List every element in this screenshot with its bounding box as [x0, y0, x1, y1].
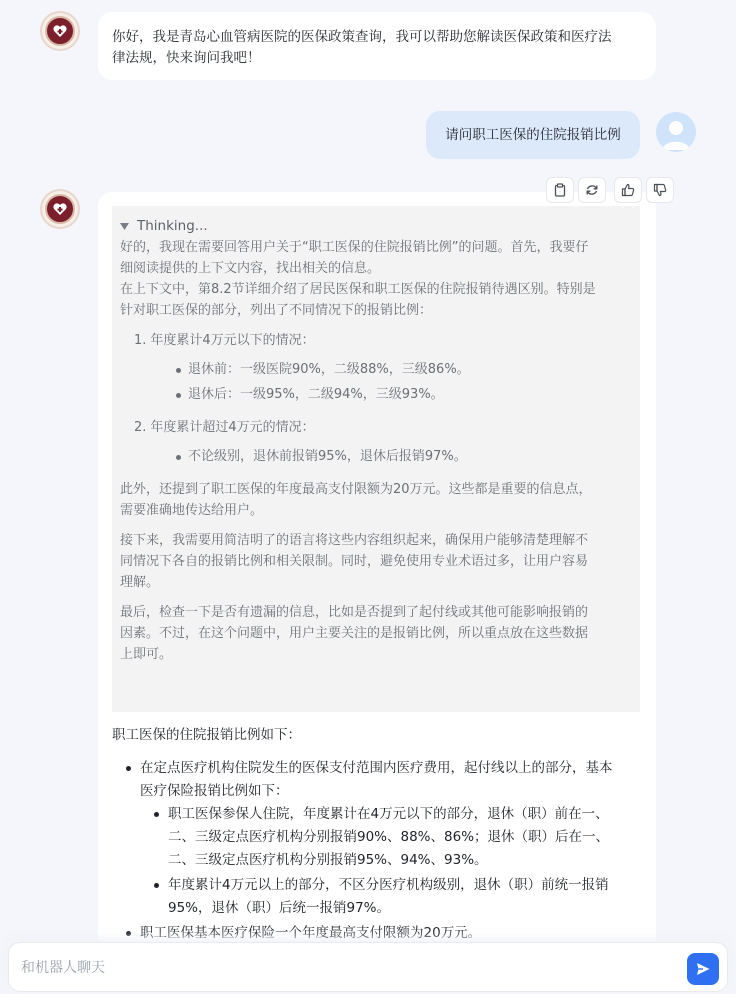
- thinking-text: 细阅读提供的上下文内容，找出相关的信息。: [120, 261, 381, 276]
- answer-text: 职工医保基本医疗保险一个年度最高支付限额为20万元。: [140, 925, 482, 941]
- thinking-paragraph: [120, 237, 632, 321]
- thumbs-up-icon: [621, 183, 635, 197]
- thinking-cases-list: [134, 330, 632, 467]
- hospital-logo-icon: [45, 194, 75, 224]
- answer-text: 95%，退休（职）后统一报销97%。: [168, 900, 391, 916]
- bot-answer-card: [98, 192, 656, 952]
- chat-input-bar: [8, 942, 728, 992]
- list-item: 退休后：一级95%，二级94%，三级93%。: [176, 384, 632, 405]
- answer-body: [112, 724, 642, 947]
- copy-button[interactable]: [546, 177, 574, 203]
- list-item: 退休前：一级医院90%，二级88%，三级86%。: [176, 359, 632, 380]
- answer-list: [126, 757, 642, 945]
- thinking-panel: [112, 206, 640, 712]
- answer-text: 二、三级定点医疗机构分别报销95%、94%、93%。: [168, 852, 488, 868]
- list-item: [154, 803, 642, 872]
- bot-greeting-bubble: [98, 12, 656, 80]
- like-button[interactable]: [614, 177, 642, 203]
- triangle-down-icon: [120, 223, 129, 231]
- thinking-paragraph: [120, 479, 632, 521]
- answer-intro: 职工医保的住院报销比例如下：: [112, 727, 301, 743]
- list-item: 不论级别，退休前报销95%，退休后报销97%。: [176, 446, 632, 467]
- greeting-line: 你好，我是青岛心血管病医院的医保政策查询，我可以帮助您解读医保政策和医疗法: [112, 29, 612, 45]
- thinking-text: 同情况下各自的报销比例和相关限制。同时，避免使用专业术语过多，让用户容易: [120, 554, 589, 569]
- bot-avatar: [40, 11, 80, 51]
- user-message-bubble: 请问职工医保的住院报销比例: [426, 111, 640, 159]
- answer-text: 在定点医疗机构住院发生的医保支付范围内医疗费用，起付线以上的部分，基本: [140, 760, 613, 776]
- thinking-text: 在上下文中，第8.2节详细介绍了居民医保和职工医保的住院报销待遇区别。特别是: [120, 282, 596, 297]
- answer-text: 年度累计4万元以上的部分，不区分医疗机构级别，退休（职）前统一报销: [168, 877, 609, 893]
- list-item: 2. 年度累计超过4万元的情况： 不论级别，退休前报销95%，退休后报销97%。: [134, 417, 632, 467]
- thinking-paragraph: [120, 530, 632, 593]
- thinking-text: 最后，检查一下是否有遗漏的信息，比如是否提到了起付线或其他可能影响报销的: [120, 605, 589, 620]
- thinking-paragraph: [120, 602, 632, 665]
- chat-input[interactable]: [21, 953, 661, 983]
- thinking-header: Thinking...: [137, 218, 208, 234]
- thinking-text: 上即可。: [120, 647, 173, 662]
- feedback-actions: [614, 177, 674, 203]
- list-item: [126, 757, 642, 920]
- thinking-text: 因素。不过，在这个问题中，用户主要关注的是报销比例，所以重点放在这些数据: [120, 626, 589, 641]
- bot-avatar: [40, 189, 80, 229]
- hospital-logo-icon: [45, 16, 75, 46]
- message-actions: [546, 177, 606, 203]
- thinking-text: 接下来，我需要用简洁明了的语言将这些内容组织起来，确保用户能够清楚理解不: [120, 533, 589, 548]
- list-item: [154, 874, 642, 920]
- thinking-text: 需要准确地传达给用户。: [120, 503, 264, 518]
- regenerate-button[interactable]: [578, 177, 606, 203]
- list-item: 1. 年度累计4万元以下的情况： 退休前：一级医院90%，二级88%，三级86%。 退休后：一级95%，二级94%，三级93%。: [134, 330, 632, 405]
- greeting-line: 律法规，快来询问我吧！: [112, 50, 261, 66]
- thinking-text: 好的，我现在需要回答用户关于“职工医保的住院报销比例”的问题。首先，我要仔: [120, 240, 589, 255]
- answer-text: 医疗保险报销比例如下：: [140, 783, 289, 799]
- send-button[interactable]: [687, 953, 719, 985]
- case-title: 年度累计超过4万元的情况：: [150, 420, 315, 435]
- thumbs-down-icon: [653, 183, 667, 197]
- refresh-icon: [585, 183, 599, 197]
- thinking-toggle[interactable]: [120, 216, 632, 237]
- send-icon: [695, 961, 711, 977]
- case-title: 年度累计4万元以下的情况：: [150, 333, 315, 348]
- clipboard-icon: [553, 183, 567, 197]
- answer-text: 职工医保参保人住院，年度累计在4万元以下的部分，退休（职）前在一、: [168, 806, 609, 822]
- thinking-text: 针对职工医保的部分，列出了不同情况下的报销比例：: [120, 303, 433, 318]
- thinking-text: 此外，还提到了职工医保的年度最高支付限额为20万元。这些都是重要的信息点，: [120, 482, 592, 497]
- answer-text: 二、三级定点医疗机构分别报销90%、88%、86%；退休（职）后在一、: [168, 829, 610, 845]
- answer-sublist: [154, 803, 642, 920]
- thinking-text: 理解。: [120, 575, 160, 590]
- user-avatar: [656, 112, 696, 152]
- dislike-button[interactable]: [646, 177, 674, 203]
- user-silhouette-icon: [656, 112, 696, 152]
